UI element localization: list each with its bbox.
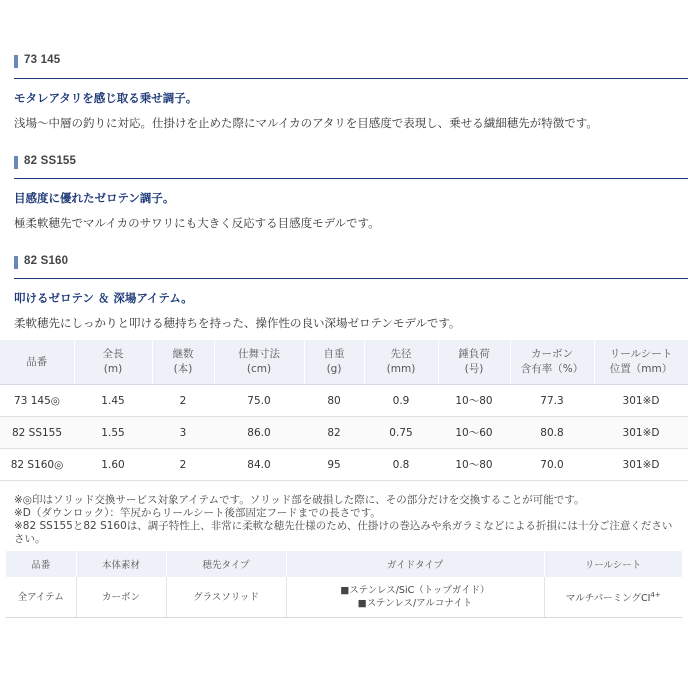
material-header-row (6, 551, 682, 577)
header-reel-seat: リールシート 位置（mm） (594, 340, 688, 385)
cell-carbon: 80.8 (510, 417, 594, 449)
cell-item: 73 145◎ (0, 385, 74, 417)
cell-reel-seat: 301※D (594, 449, 688, 481)
table-row (6, 577, 682, 618)
section-marker (14, 156, 18, 169)
section-divider (14, 78, 688, 79)
section-subtitle: モタレアタリを感じ取る乗せ調子。 (14, 91, 198, 105)
header-body-material: 本体素材 (76, 551, 166, 577)
table-row (0, 449, 688, 481)
cell-tip-diameter: 0.75 (364, 417, 438, 449)
model-code: 73 145 (24, 54, 61, 66)
cell-length: 1.55 (74, 417, 152, 449)
section-subtitle: 叩けるゼロテン ＆ 深場アイテム。 (14, 291, 193, 305)
model-code: 82 SS155 (24, 155, 77, 167)
cell-body-material: カーボン (76, 577, 166, 618)
cell-reel-seat: 301※D (594, 385, 688, 417)
header-weight: 自重 (g) (304, 340, 364, 385)
header-item: 品番 (6, 551, 76, 577)
header-carbon: カーボン 含有率（%） (510, 340, 594, 385)
cell-closed-length: 75.0 (214, 385, 304, 417)
cell-weight: 95 (304, 449, 364, 481)
guide-line: ■ステンレス/SiC（トップガイド） (340, 585, 490, 596)
cell-sinker-load: 10〜80 (438, 449, 510, 481)
footnotes (14, 494, 684, 546)
section-description: 浅場～中層の釣りに対応。仕掛けを止めた際にマルイカのアタリを目感度で表現し、乗せる繊細穂先が特徴です。 (14, 116, 598, 130)
cell-carbon: 70.0 (510, 449, 594, 481)
section-marker (14, 256, 18, 269)
header-sinker-load: 錘負荷 (号) (438, 340, 510, 385)
header-sections: 継数 (本) (152, 340, 214, 385)
section-divider (14, 278, 688, 279)
cell-sections: 3 (152, 417, 214, 449)
section-header (14, 52, 688, 72)
cell-closed-length: 84.0 (214, 449, 304, 481)
cell-tip-diameter: 0.9 (364, 385, 438, 417)
guide-line: ■ステンレス/アルコナイト (357, 598, 473, 609)
footnote: さい。 (14, 533, 46, 545)
section-description: 極柔軟穂先でマルイカのサワリにも大きく反応する目感度モデルです。 (14, 216, 380, 230)
footnote: ※D（ダウンロック）：竿尻からリールシート後部固定フードまでの長さです。 (14, 507, 381, 519)
spec-table (0, 340, 688, 481)
cell-reel-seat: 301※D (594, 417, 688, 449)
cell-guide-type (286, 577, 544, 618)
footnote: ※82 SS155と82 S160は、調子特性上、非常に柔軟な穂先仕様のため、仕掛けの巻込みや糸ガラミなどによる折損には十分ご注意ください (14, 520, 673, 532)
model-code: 82 S160 (24, 255, 69, 267)
table-row (0, 385, 688, 417)
cell-sinker-load: 10〜80 (438, 385, 510, 417)
header-length: 全長 (m) (74, 340, 152, 385)
cell-tip-type: グラスソリッド (166, 577, 286, 618)
section-header (14, 253, 688, 273)
header-reel-seat: リールシート (544, 551, 682, 577)
header-item: 品番 (0, 340, 74, 385)
cell-item: 82 S160◎ (0, 449, 74, 481)
cell-sections: 2 (152, 385, 214, 417)
material-table (6, 551, 683, 618)
header-guide-type: ガイドタイプ (286, 551, 544, 577)
section-description: 柔軟穂先にしっかりと叩ける穂持ちを持った、操作性の良い深場ゼロテンモデルです。 (14, 316, 461, 330)
table-row (0, 417, 688, 449)
header-tip-type: 穂先タイプ (166, 551, 286, 577)
cell-length: 1.45 (74, 385, 152, 417)
header-tip-diameter: 先径 (mm) (364, 340, 438, 385)
cell-reel-seat: マルチパーミング$CI^{4+}$ (544, 577, 682, 618)
cell-closed-length: 86.0 (214, 417, 304, 449)
cell-tip-diameter: 0.8 (364, 449, 438, 481)
cell-length: 1.60 (74, 449, 152, 481)
cell-weight: 82 (304, 417, 364, 449)
cell-item: 82 SS155 (0, 417, 74, 449)
section-header (14, 153, 688, 173)
cell-weight: 80 (304, 385, 364, 417)
section-subtitle: 目感度に優れたゼロテン調子。 (14, 191, 175, 205)
cell-sections: 2 (152, 449, 214, 481)
section-marker (14, 55, 18, 68)
cell-sinker-load: 10〜60 (438, 417, 510, 449)
cell-item: 全アイテム (6, 577, 76, 618)
header-closed-length: 仕舞寸法 (cm) (214, 340, 304, 385)
spec-header-row (0, 340, 688, 385)
footnote: ※◎印はソリッド交換サービス対象アイテムです。ソリッド部を破損した際に、その部分だけを交換することが可能です。 (14, 494, 585, 506)
cell-carbon: 77.3 (510, 385, 594, 417)
section-divider (14, 178, 688, 179)
